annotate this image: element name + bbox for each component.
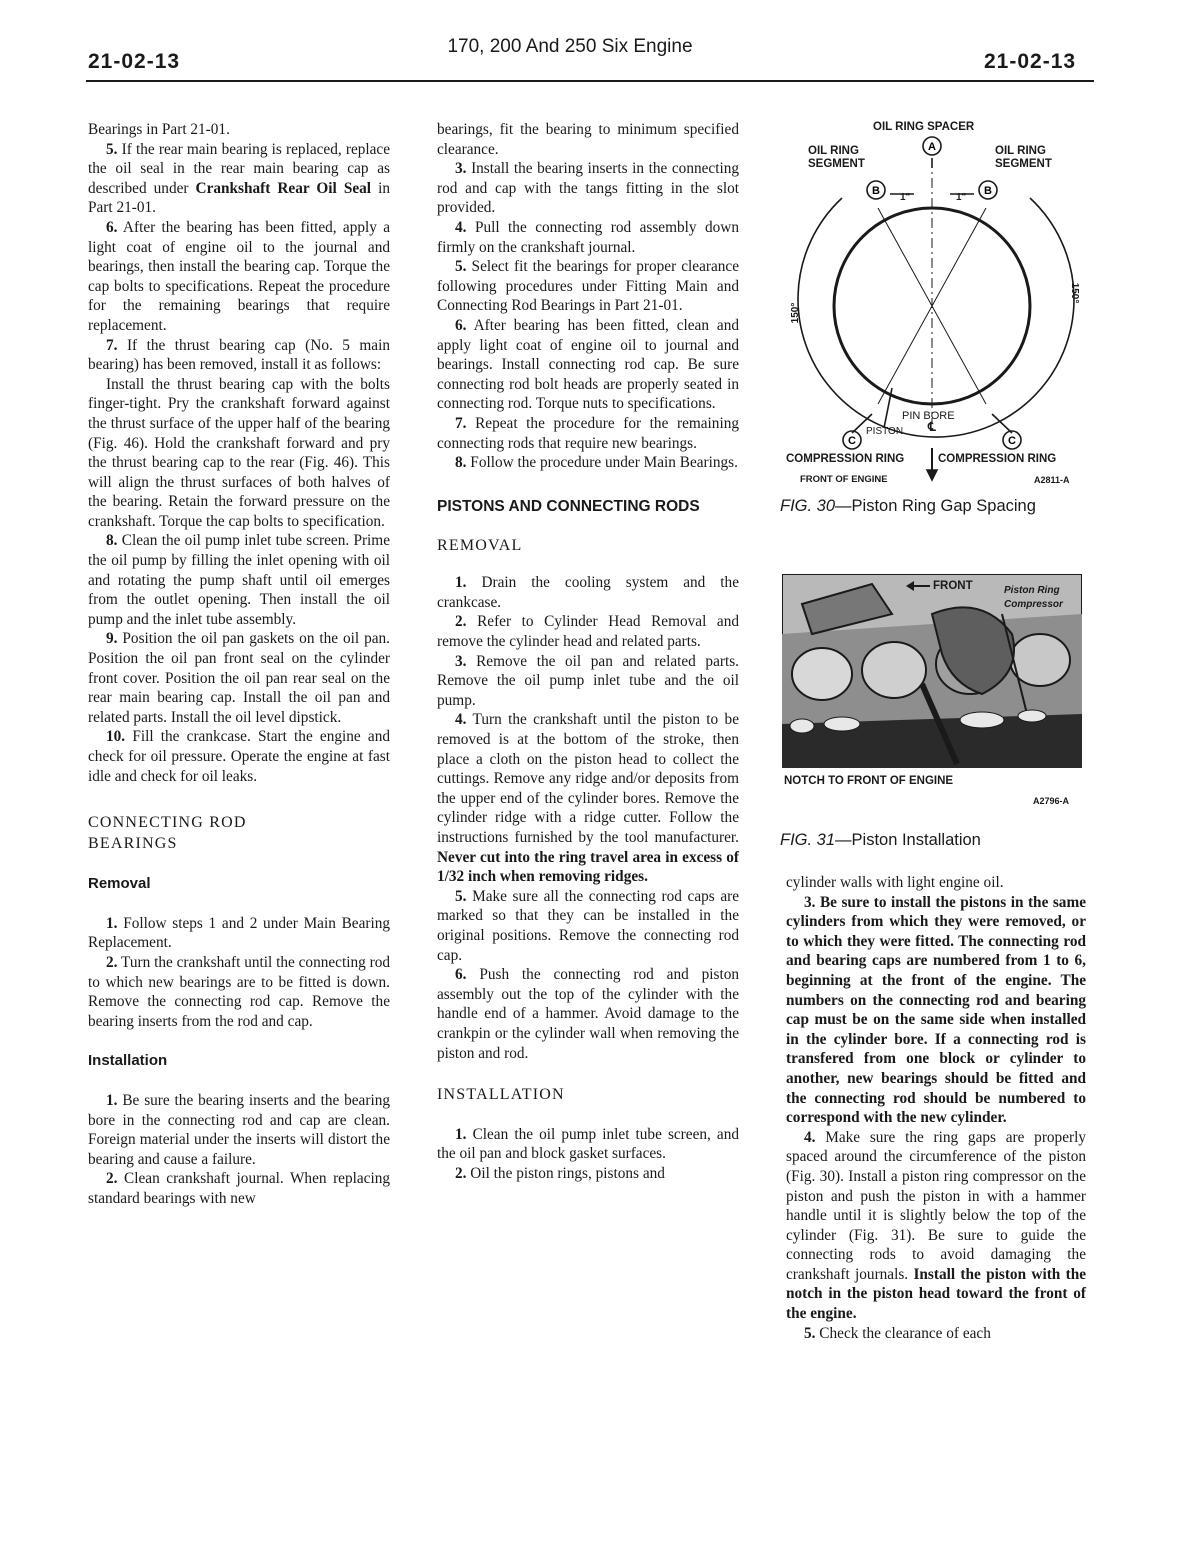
paragraph-step: 6. Push the connecting rod and piston assembly out the top of the cylinder with the handle end of a hammer. Avoid damage to the crankpin or the cylinder wall when removing the piston and rod. [437, 966, 739, 1062]
subsection-heading: REMOVAL [437, 536, 523, 554]
subsection-heading: INSTALLATION [437, 1086, 565, 1104]
paragraph-step: 3. Remove the oil pan and related parts. Remove the oil pump inlet tube and the oil pump. [437, 652, 739, 709]
label-notch-to-front: NOTCH TO FRONT OF ENGINE [784, 775, 954, 787]
column-middle [437, 120, 739, 1184]
paragraph-step: 4. Pull the connecting rod assembly down firmly on the crankshaft journal. [437, 218, 739, 256]
marker-c-right [1003, 431, 1021, 449]
section-heading: PISTONS AND CONNECTING RODS [437, 497, 700, 515]
paragraph-step: 4. Turn the crankshaft until the piston to be removed is at the bottom of the stroke, then place a cloth on the piston head to collect the cuttings. Remove any ridge and/or deposits from the upper end of the cylinder bores. Remove the cylinder ridge with a ridge cutter. Follow the instructions furnished by the tool manufacturer. Never cut into the ring travel area in excess of 1/32 inch when removing ridges. [437, 711, 739, 886]
label-compression-ring-right: COMPRESSION RING [938, 453, 1057, 465]
section-heading: CONNECTING ROD BEARINGS [88, 814, 247, 853]
paragraph-step: 3. Be sure to install the pistons in the same cylinders from which they were removed, or to which they were fitted. The connecting rod and bearing caps are numbered from 1 to 6, beginning at the front of the engine. The numbers on the connecting rod and bearing cap must be on the same side when installed in the cylinder bore. If a connecting rod is transfered from one block or cylinder to another, new bearings should be fitted and the connecting rod should be numbered to correspond with the new cylinder. [786, 893, 1086, 1127]
angle-150-left: 150° [790, 302, 801, 324]
marker-a [923, 137, 941, 155]
paragraph-step: 5. If the rear main bearing is replaced, replace the oil seal in the rear main bearing cap as described under Crankshaft Rear Oil Seal in Part 21-01. [88, 140, 390, 217]
paragraph: bearings, fit the bearing to minimum specified clearance. [437, 121, 739, 158]
paragraph-step: 10. Fill the crankcase. Start the engine and check for oil pressure. Operate the engine at fast idle and check for oil leaks. [88, 728, 390, 785]
header-rule [86, 80, 1094, 82]
page-number-right: 21-02-13 [984, 50, 1077, 73]
paragraph-step: 2. Oil the piston rings, pistons and [455, 1164, 665, 1182]
paragraph-step: 2. Clean crankshaft journal. When replacing standard bearings with new [88, 1170, 390, 1207]
paragraph-step: 9. Position the oil pan gaskets on the oil pan. Position the oil pan front seal on the cylinder front cover. Position the oil pan rear seal on the rear main bearing cap. Install the oil pan and related parts. Install the oil level dipstick. [88, 630, 390, 726]
label-centerline: ℄ [928, 420, 936, 434]
label-front-of-engine: FRONT OF ENGINE [800, 474, 888, 485]
svg-text:B: B [984, 185, 992, 197]
paragraph-step: 1. Follow steps 1 and 2 under Main Bearing Replacement. [88, 914, 390, 952]
paragraph-step: 6. After bearing has been fitted, clean and apply light coat of engine oil to journal and bearings. Install connecting rod cap. Be sure connecting rod bolt heads are properly seated in connecting rod. Torque nuts to specifications. [437, 316, 739, 413]
figure-caption: FIG. 30—Piston Ring Gap Spacing [780, 497, 1036, 515]
paragraph-step: 6. After the bearing has been fitted, apply a light coat of engine oil to the journal and bearings, then install the bearing cap. Torque the cap bolts to specifications. Repeat the procedure for the remaining bearings that require replacement. [88, 218, 390, 334]
label-piston: PISTON [866, 426, 904, 437]
angle-150-right: 150° [1069, 282, 1080, 304]
paragraph-step: 2. Turn the crankshaft until the connecting rod to which new bearings are to be fitted is down. Remove the connecting rod cap. Remove the bearing inserts from the rod and cap. [88, 953, 390, 1030]
label-oil-ring-segment-left: OIL RING SEGMENT [808, 145, 865, 170]
figure-code: A2796-A [1033, 796, 1070, 806]
marker-b-right [979, 181, 997, 199]
subsection-heading: Installation [88, 1052, 168, 1070]
figure-caption: FIG. 31—Piston Installation [780, 831, 981, 849]
marker-c-left [843, 431, 861, 449]
page-title: 170, 200 And 250 Six Engine [447, 36, 693, 57]
page-number-left: 21-02-13 [88, 50, 181, 73]
marker-b-left [867, 181, 885, 199]
figure-code: A2811-A [1034, 475, 1070, 485]
svg-text:B: B [872, 185, 880, 197]
paragraph-step: 7. Repeat the procedure for the remaining connecting rods that require new bearings. [437, 414, 739, 452]
paragraph-step: 1. Clean the oil pump inlet tube screen, and the oil pan and block gasket surfaces. [437, 1125, 739, 1163]
column-right [786, 873, 1086, 1343]
label-oil-ring-segment-right: OIL RING SEGMENT [995, 145, 1052, 170]
outer-ring-arc [798, 198, 1074, 437]
paragraph: Bearings in Part 21-01. [88, 121, 230, 138]
paragraph-step: 3. Install the bearing inserts in the connecting rod and cap with the tangs fitting in the slot provided. [437, 160, 739, 217]
paragraph-step: 5. Make sure all the connecting rod caps are marked so that they can be installed in the original positions. Remove the connecting rod cap. [437, 887, 739, 964]
svg-text:C: C [848, 435, 856, 447]
paragraph-step: 2. Refer to Cylinder Head Removal and remove the cylinder head and related parts. [437, 613, 739, 651]
paragraph-step: 1. Be sure the bearing inserts and the bearing bore in the connecting rod and cap are clean. Foreign material under the inserts will distort the bearing and cause a failure. [88, 1091, 390, 1168]
label-pin-bore: PIN BORE [902, 410, 955, 422]
paragraph-step: 8. Clean the oil pump inlet tube screen. Prime the oil pump by filling the inlet opening with oil and rotating the pump shaft until oil emerges from the outlet opening. Then install the oil pump and the inlet tube assembly. [88, 532, 390, 628]
angle-label-left: 1" [900, 192, 911, 203]
svg-text:A: A [928, 141, 936, 153]
piston-ring-gap-diagram [780, 118, 1090, 498]
paragraph: Install the thrust bearing cap with the bolts finger-tight. Pry the crankshaft forward against the thrust surface of the upper half of the bearing (Fig. 46). Hold the crankshaft forward and pry the thrust bearing cap to the rear (Fig. 46). This will align the thrust surfaces of both halves of the bearing. Retain the forward pressure on the crankshaft. Torque the cap bolts to specification. [88, 375, 390, 530]
paragraph-step: 5. Check the clearance of each [804, 1324, 991, 1342]
paragraph-step: 8. Follow the procedure under Main Bearings. [455, 454, 738, 472]
paragraph-step: 1. Drain the cooling system and the crankcase. [437, 574, 739, 611]
label-oil-ring-spacer: OIL RING SPACER [873, 121, 975, 133]
subsection-heading: Removal [88, 875, 151, 893]
angle-label-right: 1" [956, 192, 967, 203]
label-piston-ring-compressor: Piston Ring Compressor [1004, 585, 1063, 610]
paragraph: cylinder walls with light engine oil. [786, 874, 1004, 891]
svg-text:C: C [1008, 435, 1016, 447]
paragraph-step: 5. Select fit the bearings for proper clearance following procedures under Fitting Main and Connecting Rod Bearings in Part 21-01. [437, 258, 739, 315]
label-compression-ring-left: COMPRESSION RING [786, 453, 905, 465]
column-left [88, 120, 390, 1209]
paragraph-step: 4. Make sure the ring gaps are properly spaced around the circumference of the piston (Fig. 30). Install a piston ring compressor on the piston and push the piston in with a hammer handle until it is slightly below the top of the cylinder (Fig. 31). Be sure to guide the connecting rods to avoid damaging the crankshaft journals. Install the piston with the notch in the piston head toward the front of the engine. [786, 1128, 1087, 1323]
label-front: FRONT [933, 580, 973, 592]
paragraph-step: 7. If the thrust bearing cap (No. 5 main bearing) has been removed, install it as follows: [88, 336, 390, 374]
